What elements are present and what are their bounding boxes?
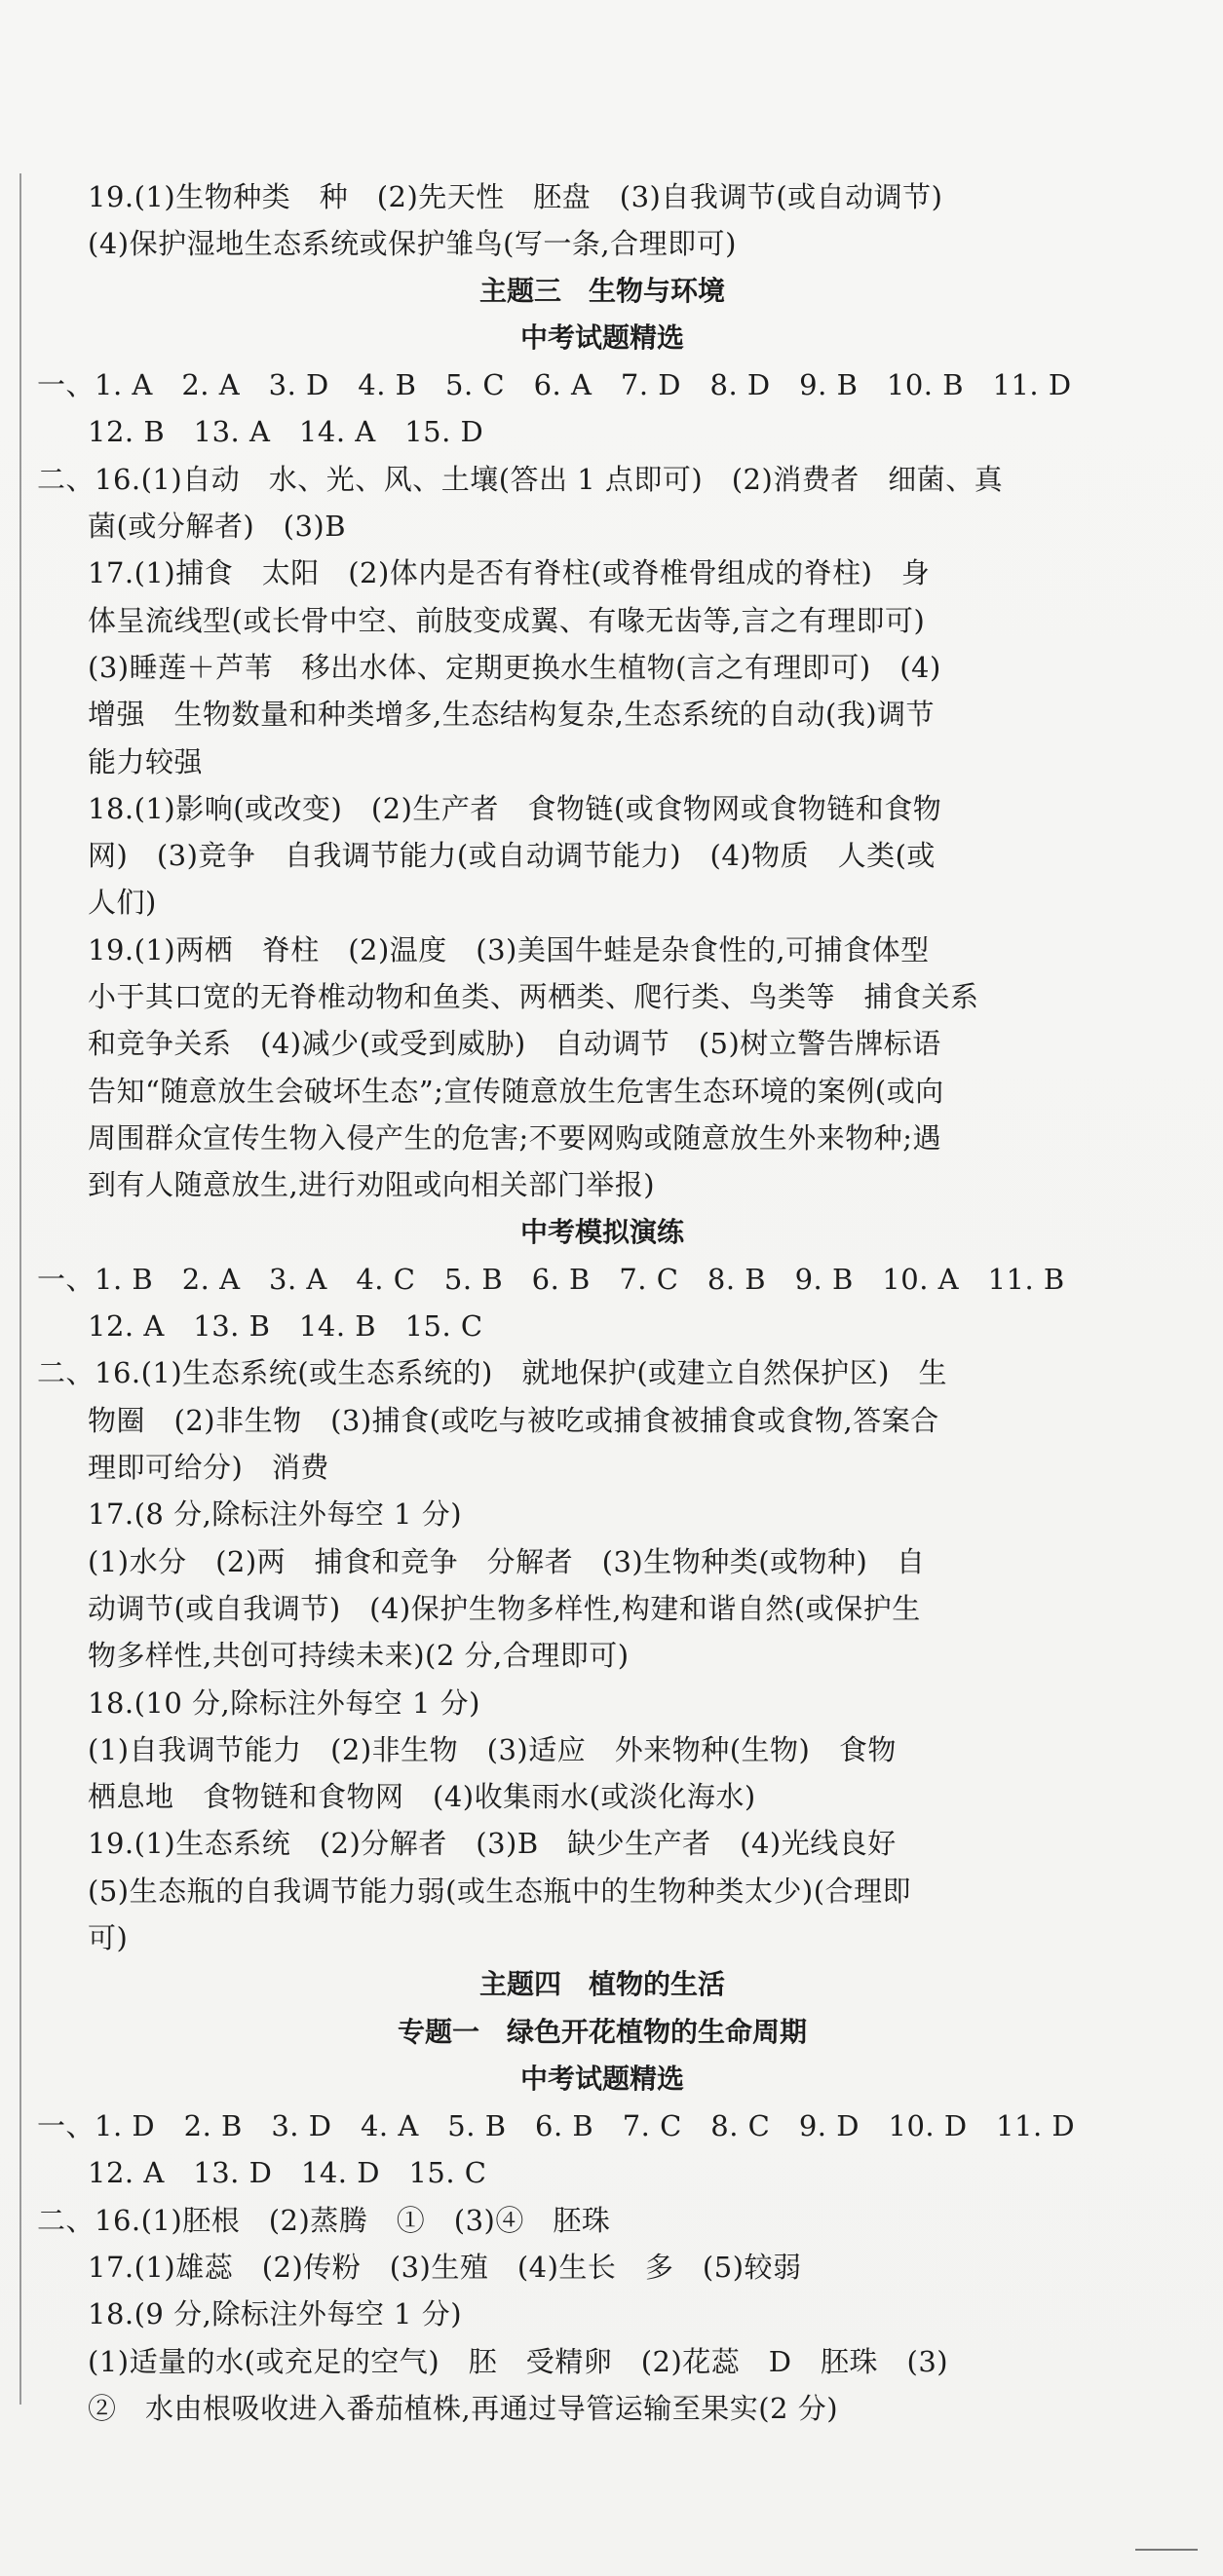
answer-line: 19.(1)两栖 脊柱 (2)温度 (3)美国牛蛙是杂食性的,可捕食体型 bbox=[88, 932, 930, 966]
answer-line: 网) (3)竞争 自我调节能力(或自动调节能力) (4)物质 人类(或 bbox=[88, 839, 936, 873]
answer-line: ② 水由根吸收进入番茄植株,再通过导管运输至果实(2 分) bbox=[88, 2391, 839, 2425]
answer-line: 二、16.(1)胚根 (2)蒸腾 ① (3)④ 胚珠 bbox=[37, 2203, 611, 2237]
answer-line: 栖息地 食物链和食物网 (4)收集雨水(或淡化海水) bbox=[88, 1780, 756, 1814]
answer-line: 小于其口宽的无脊椎动物和鱼类、两栖类、爬行类、鸟类等 捕食关系 bbox=[88, 980, 979, 1014]
answer-line: 能力较强 bbox=[88, 744, 204, 778]
answer-line: 人们) bbox=[88, 886, 157, 920]
section-heading: 主题三 生物与环境 bbox=[478, 274, 725, 307]
answer-line: 二、16.(1)生态系统(或生态系统的) 就地保护(或建立自然保护区) 生 bbox=[37, 1356, 947, 1390]
section-heading: 中考模拟演练 bbox=[519, 1215, 684, 1248]
answer-line: 19.(1)生态系统 (2)分解者 (3)B 缺少生产者 (4)光线良好 bbox=[88, 1827, 897, 1861]
answer-content bbox=[37, 173, 1128, 2432]
answer-line: 19.(1)生物种类 种 (2)先天性 胚盘 (3)自我调节(或自动调节) bbox=[88, 180, 943, 213]
answer-line: (5)生态瓶的自我调节能力弱(或生态瓶中的生物种类太少)(合理即 bbox=[88, 1874, 912, 1908]
answer-line: 物圈 (2)非生物 (3)捕食(或吃与被吃或捕食被捕食或食物,答案合 bbox=[88, 1403, 939, 1437]
answer-line: 二、16.(1)自动 水、光、风、土壤(答出 1 点即可) (2)消费者 细菌、真 bbox=[37, 462, 1004, 496]
answer-line: 18.(1)影响(或改变) (2)生产者 食物链(或食物网或食物链和食物 bbox=[88, 791, 942, 825]
section-heading: 中考试题精选 bbox=[519, 2062, 684, 2095]
answer-line: 告知“随意放生会破坏生态”;宣传随意放生危害生态环境的案例(或向 bbox=[88, 1074, 944, 1108]
answer-line: 17.(1)雄蕊 (2)传粉 (3)生殖 (4)生长 多 (5)较弱 bbox=[88, 2251, 802, 2285]
section-heading: 专题一 绿色开花植物的生命周期 bbox=[397, 2015, 807, 2048]
answer-line: 物多样性,共创可持续未来)(2 分,合理即可) bbox=[88, 1639, 630, 1673]
answer-line: (1)自我调节能力 (2)非生物 (3)适应 外来物种(生物) 食物 bbox=[88, 1732, 897, 1766]
answer-line: (3)睡莲＋芦苇 移出水体、定期更换水生植物(言之有理即可) (4) bbox=[88, 650, 941, 684]
answer-line: (1)适量的水(或充足的空气) 胚 受精卵 (2)花蕊 D 胚珠 (3) bbox=[88, 2344, 949, 2378]
answer-line: 体呈流线型(或长骨中空、前肢变成翼、有喙无齿等,言之有理即可) bbox=[88, 603, 926, 637]
answer-line: 一、1. D 2. B 3. D 4. A 5. B 6. B 7. C 8. C 9. D 10. D 11. D bbox=[37, 2109, 1076, 2143]
answer-line: 12. B 13. A 14. A 15. D bbox=[88, 415, 484, 449]
answer-line: (1)水分 (2)两 捕食和竞争 分解者 (3)生物种类(或物种) 自 bbox=[88, 1544, 926, 1578]
answer-line: 和竞争关系 (4)减少(或受到威胁) 自动调节 (5)树立警告牌标语 bbox=[88, 1027, 941, 1061]
left-margin-rule bbox=[19, 173, 21, 2405]
answer-line: (4)保护湿地生态系统或保护雏鸟(写一条,合理即可) bbox=[88, 227, 737, 261]
answer-line: 12. A 13. B 14. B 15. C bbox=[88, 1309, 483, 1344]
answer-line: 一、1. B 2. A 3. A 4. C 5. B 6. B 7. C 8. B 9. B 10. A 11. B bbox=[37, 1262, 1065, 1296]
answer-line: 12. A 13. D 14. D 15. C bbox=[88, 2156, 487, 2190]
answer-line: 18.(9 分,除标注外每空 1 分) bbox=[88, 2297, 463, 2331]
answer-line: 周围群众宣传生物入侵产生的危害;不要网购或随意放生外来物种;遇 bbox=[88, 1120, 942, 1155]
answer-line: 动调节(或自我调节) (4)保护生物多样性,构建和谐自然(或保护生 bbox=[88, 1591, 921, 1625]
answer-line: 18.(10 分,除标注外每空 1 分) bbox=[88, 1686, 480, 1720]
corner-rule bbox=[1135, 2549, 1198, 2551]
answer-line: 增强 生物数量和种类增多,生态结构复杂,生态系统的自动(我)调节 bbox=[88, 698, 936, 732]
answer-line: 一、1. A 2. A 3. D 4. B 5. C 6. A 7. D 8. D 9. B 10. B 11. D bbox=[37, 368, 1072, 402]
answer-line: 可) bbox=[88, 1920, 129, 1954]
answer-line: 到有人随意放生,进行劝阻或向相关部门举报) bbox=[88, 1168, 656, 1202]
answer-line: 17.(8 分,除标注外每空 1 分) bbox=[88, 1497, 463, 1532]
answer-line: 17.(1)捕食 太阳 (2)体内是否有脊柱(或脊椎骨组成的脊柱) 身 bbox=[88, 556, 931, 590]
answer-line: 理即可给分) 消费 bbox=[88, 1451, 329, 1485]
answer-line: 菌(或分解者) (3)B bbox=[88, 510, 347, 544]
section-heading: 中考试题精选 bbox=[519, 321, 684, 354]
section-heading: 主题四 植物的生活 bbox=[478, 1968, 725, 2001]
